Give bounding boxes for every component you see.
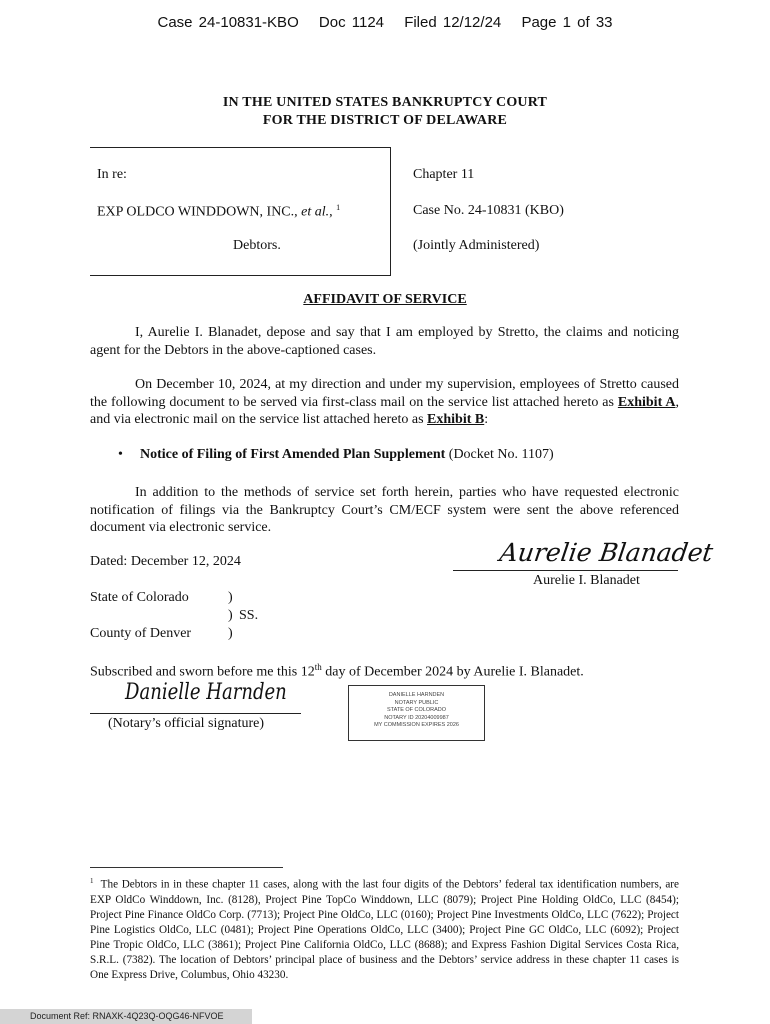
paragraph-cmecf: In addition to the methods of service set forth herein, parties who have requested electronic notification of filings via the Bankruptcy Court’s CM/ECF system were sent the above referenced document via electronic service. [90, 485, 679, 535]
debtor-name: EXP OLDCO WINDDOWN, INC., et al., $^1$ [97, 203, 341, 220]
notary-signature-line [90, 713, 301, 714]
affiant-name: Aurelie I. Blanadet [533, 573, 640, 588]
page-number: Page 1 of 33 [521, 14, 613, 31]
notary-label: (Notary’s official signature) [108, 716, 265, 731]
affiant-signature: Aurelie Blanadet [497, 538, 715, 567]
dated-line: Dated: December 12, 2024 [90, 554, 241, 569]
exhibit-b: Exhibit B [427, 412, 485, 427]
footnote: $^1$ The Debtors in in these chapter 11 cases, along with the last four digits of the Debtors’ federal tax identification numbers, are EXP OldCo Winddown, Inc. (8128), Project Pine TopCo Winddown, LLC (8079); Project Pine Holding OldCo, LLC (8454); Project Pine Finance OldCo Corp. (7713); Project Pine OldCo, LLC (0160); Project Pine Investments OldCo, LLC (7622); Project Pine Logistics OldCo, LLC (0481); Project Pine Operations OldCo, LLC (3400); Project Pine GC OldCo, LLC (6092); Project Pine Tropic OldCo, LLC (3861); Project Pine California OldCo, LLC (8688); and Express Fashion Digital Services Costa Rica, S.R.L. (7382). The location of Debtors’ principal place of business and the Debtors’ service address in these chapter 11 cases is One Express Drive, Columbus, Ohio 43230. [90, 877, 679, 982]
et-al: et al. [301, 204, 330, 220]
affiant-signature-line [453, 570, 678, 571]
doc-number: Doc 1124 [318, 14, 385, 31]
state-label: State of Colorado [90, 590, 189, 605]
notary-signature: Danielle Harnden [125, 680, 287, 705]
filed-date: Filed 12/12/24 [404, 14, 502, 31]
court-name-line1: IN THE UNITED STATES BANKRUPTCY COURT [222, 95, 548, 110]
case-number-caption: Case No. 24-10831 (KBO) [413, 203, 564, 218]
county-label: County of Denver [90, 626, 192, 641]
jointly-administered: (Jointly Administered) [413, 238, 540, 253]
document-title: AFFIDAVIT OF SERVICE [303, 292, 467, 307]
paragraph-service: On December 10, 2024, at my direction and under my supervision, employees of Stretto caused the following document to be served via first-class mail on the service list attached hereto as Exhibit A, and via electronic mail on the service list attached hereto as Exhibit B: [90, 377, 679, 427]
ss-label: SS. [239, 608, 259, 623]
venue-paren-1: ) [228, 590, 233, 605]
document-reference: Document Ref: RNAXK-4Q23Q-OQG46-NFVOE [0, 1009, 252, 1024]
paragraph-employment: I, Aurelie I. Blanadet, depose and say that I am employed by Stretto, the claims and noticing agent for the Debtors in the above-captioned cases. [90, 325, 679, 358]
in-re-label: In re: [97, 167, 127, 182]
footnote-rule [90, 867, 283, 868]
venue-paren-3: ) [228, 626, 233, 641]
bullet-symbol: • [118, 447, 123, 462]
debtors-label: Debtors. [233, 238, 281, 253]
served-document: Notice of Filing of First Amended Plan Supplement (Docket No. 1107) [140, 447, 554, 462]
footnote-ref: 1 [336, 203, 341, 212]
exhibit-a: Exhibit A [617, 394, 676, 410]
subscribed-line: Subscribed and sworn before me this 12th day of December 2024 by Aurelie I. Blanadet. [90, 662, 584, 680]
venue-paren-2: ) [228, 608, 233, 623]
case-number: Case 24-10831-KBO [157, 14, 299, 31]
chapter-label: Chapter 11 [413, 167, 475, 182]
notary-stamp: DANIELLE HARNDEN NOTARY PUBLIC STATE OF COLORADO NOTARY ID 20204009987 MY COMMISSION EXPIRES 2026 [348, 685, 485, 741]
case-header [0, 14, 770, 31]
court-name-line2: FOR THE DISTRICT OF DELAWARE [262, 113, 508, 128]
